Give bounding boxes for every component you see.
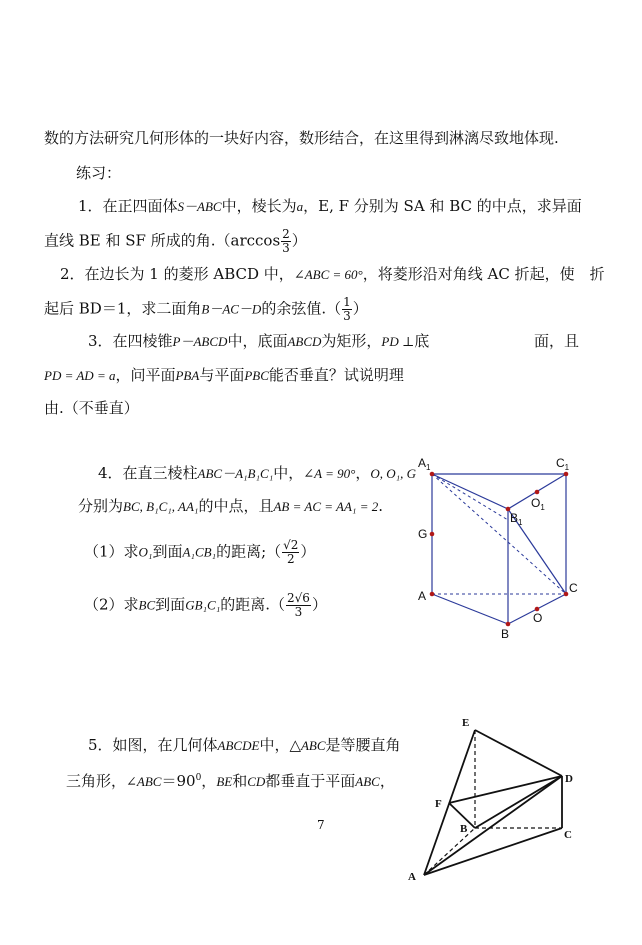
problem-5-line-1: 5．如图，在几何体ABCDE中，△ABC是等腰直角 bbox=[88, 736, 401, 754]
label-o: O bbox=[533, 611, 543, 625]
point-g bbox=[430, 532, 435, 537]
problem-3-line-1: 3．在四棱锥P－ABCD中，底面ABCD为矩形，PD ⊥底 bbox=[88, 332, 430, 350]
label-b: B bbox=[460, 823, 468, 835]
point-b bbox=[506, 622, 511, 627]
problem-5-line-2: 三角形，$\angle ABC=90^0$，BE和CD都垂直于平面ABC， bbox=[66, 772, 395, 790]
edge-a1-o1-to-b1 bbox=[432, 474, 508, 520]
edge-e-d bbox=[475, 730, 562, 776]
edge-a1-b1 bbox=[432, 474, 508, 509]
problem-4-question-2: （2）求BC到面GB₁C₁的距离.（ $\frac{2√6}{3}$ ） bbox=[84, 591, 327, 619]
point-c1 bbox=[564, 472, 569, 477]
label-c: C bbox=[564, 829, 572, 841]
answer-fraction: $\frac{1}{3}$ bbox=[343, 295, 351, 323]
label-a: A bbox=[418, 589, 427, 603]
point-a bbox=[430, 592, 435, 597]
problem-3-line-3: 由.（不垂直） bbox=[44, 399, 139, 417]
edge-a-d bbox=[424, 776, 562, 875]
edge-f-d bbox=[449, 776, 562, 803]
problem-3-line-2: PD = AD = a，问平面PBA与平面PBC能否垂直？试说明理 bbox=[44, 366, 404, 384]
edge-a-c bbox=[424, 828, 562, 875]
problem-4-line-1: 4．在直三棱柱ABC－A₁B₁C₁中，∠A = 90°，O, O₁, G bbox=[98, 464, 417, 482]
problem-2-line-2: 起后 BD＝1，求二面角B－AC－D的余弦值.（ $\frac{1}{3}$ ） bbox=[44, 295, 368, 323]
problem-3-line-1-end: 面，且 bbox=[534, 332, 580, 350]
edge-a-b bbox=[432, 594, 508, 624]
page-number: 7 bbox=[317, 818, 325, 832]
intro-text: 数的方法研究几何形体的一块好内容，数形结合，在这里得到淋漓尽致地体现. bbox=[44, 129, 559, 147]
label-a1: $A_1$ bbox=[418, 456, 431, 472]
prism-figure bbox=[412, 450, 592, 645]
problem-4-line-2: 分别为BC, B₁C₁, AA₁的中点，且AB = AC = AA₁ = 2. bbox=[78, 497, 383, 515]
problem-2-line-1: 2．在边长为 1 的菱形 ABCD 中，∠ABC = 60°，将菱形沿对角线 AC 折起，使 折 bbox=[60, 265, 605, 283]
problem-1-line-2: 直线 BE 和 SF 所成的角.（arccos $\frac{2}{3}$ ） bbox=[44, 227, 307, 255]
label-c: C bbox=[569, 581, 578, 595]
point-a1 bbox=[430, 472, 435, 477]
answer-fraction: $\frac{2}{3}$ bbox=[282, 227, 290, 255]
edge-a1-c bbox=[432, 474, 566, 594]
point-c bbox=[564, 592, 569, 597]
label-b1: $B_1$ bbox=[510, 511, 523, 527]
label-c1: $C_1$ bbox=[556, 456, 570, 472]
edge-b-d bbox=[475, 776, 562, 828]
problem-1-line-1: 1．在正四面体S－ABC中，棱长为a，E, F 分别为 SA 和 BC 的中点，求异面 bbox=[78, 197, 582, 215]
label-d: D bbox=[565, 773, 573, 785]
label-o1: $O_1$ bbox=[531, 496, 545, 512]
label-e: E bbox=[462, 717, 470, 729]
label-f: F bbox=[435, 798, 442, 810]
label-b: B bbox=[501, 627, 510, 641]
label-a: A bbox=[408, 871, 416, 883]
label-g: G bbox=[418, 527, 428, 541]
exercise-heading: 练习： bbox=[76, 164, 122, 182]
problem-4-question-1: （1）求O₁到面A₁CB₁的距离;（ $\frac{√2}{2}$ ） bbox=[84, 538, 316, 566]
solid-figure bbox=[400, 712, 590, 884]
point-o1 bbox=[535, 490, 540, 495]
